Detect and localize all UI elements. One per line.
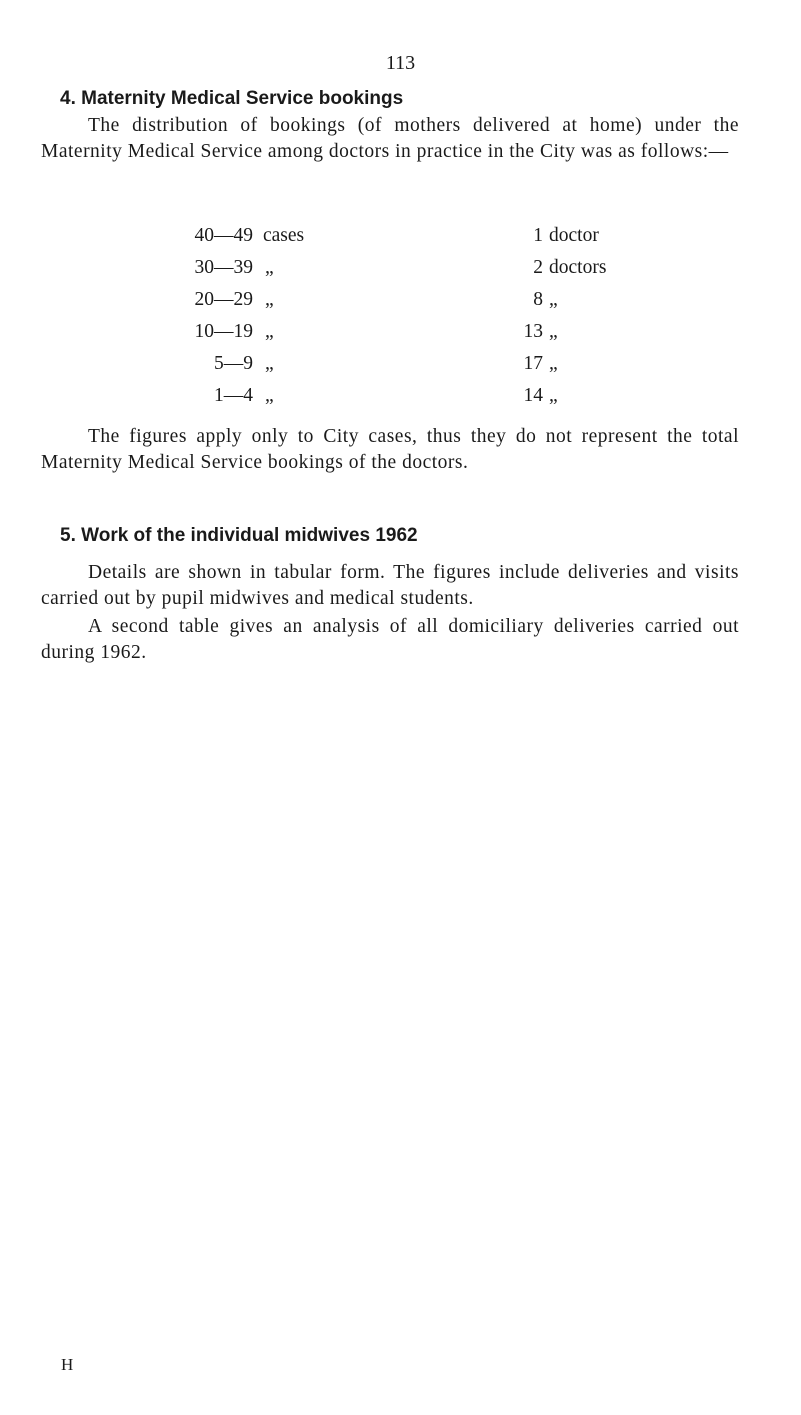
signature-letter: H — [61, 1355, 74, 1374]
section-5-paragraph-1: Details are shown in tabular form. The figures include deliveries and visits carried out by pupil midwives and medical students. — [41, 562, 739, 609]
case-unit: „ — [265, 385, 274, 406]
doctor-unit: „ — [549, 353, 558, 374]
doctor-unit: „ — [549, 321, 558, 342]
doctor-unit: „ — [549, 289, 558, 310]
section-4-heading: 4. Maternity Medical Service bookings — [60, 88, 404, 109]
doctor-unit: doctor — [549, 225, 599, 246]
table-row — [0, 225, 801, 257]
case-unit: „ — [265, 353, 274, 374]
case-range: 10—19 — [194, 321, 253, 342]
page-number: 113 — [385, 52, 416, 74]
case-range: 1—4 — [214, 385, 253, 406]
doctor-count: 1 — [533, 225, 543, 246]
case-unit: „ — [265, 289, 274, 310]
case-unit: cases — [263, 225, 305, 246]
case-range: 20—29 — [194, 289, 253, 310]
doctor-unit: „ — [549, 385, 558, 406]
table-row — [0, 289, 801, 321]
doctor-count: 2 — [533, 257, 543, 278]
table-row — [0, 257, 801, 289]
doctor-unit: doctors — [549, 257, 607, 278]
table-row — [0, 353, 801, 385]
section-4-intro: The distribution of bookings (of mothers delivered at home) under the Maternity Medical Service among doctors in practice in the City was as follows:— — [41, 115, 739, 162]
doctor-count: 8 — [533, 289, 543, 310]
section-5-heading: 5. Work of the individual midwives 1962 — [60, 525, 418, 546]
case-range: 40—49 — [194, 225, 253, 246]
case-unit: „ — [265, 321, 274, 342]
case-range: 5—9 — [214, 353, 253, 374]
doctor-count: 13 — [523, 321, 543, 342]
section-5-paragraph-2: A second table gives an analysis of all domiciliary deliveries carried out during 1962. — [41, 616, 739, 663]
case-range: 30—39 — [194, 257, 253, 278]
table-row — [0, 385, 801, 417]
section-4-note: The figures apply only to City cases, thus they do not represent the total Maternity Medical Service bookings of the doctors. — [41, 426, 739, 473]
table-row — [0, 321, 801, 353]
bookings-table — [0, 225, 801, 417]
case-unit: „ — [265, 257, 274, 278]
doctor-count: 14 — [523, 385, 543, 406]
doctor-count: 17 — [523, 353, 543, 374]
